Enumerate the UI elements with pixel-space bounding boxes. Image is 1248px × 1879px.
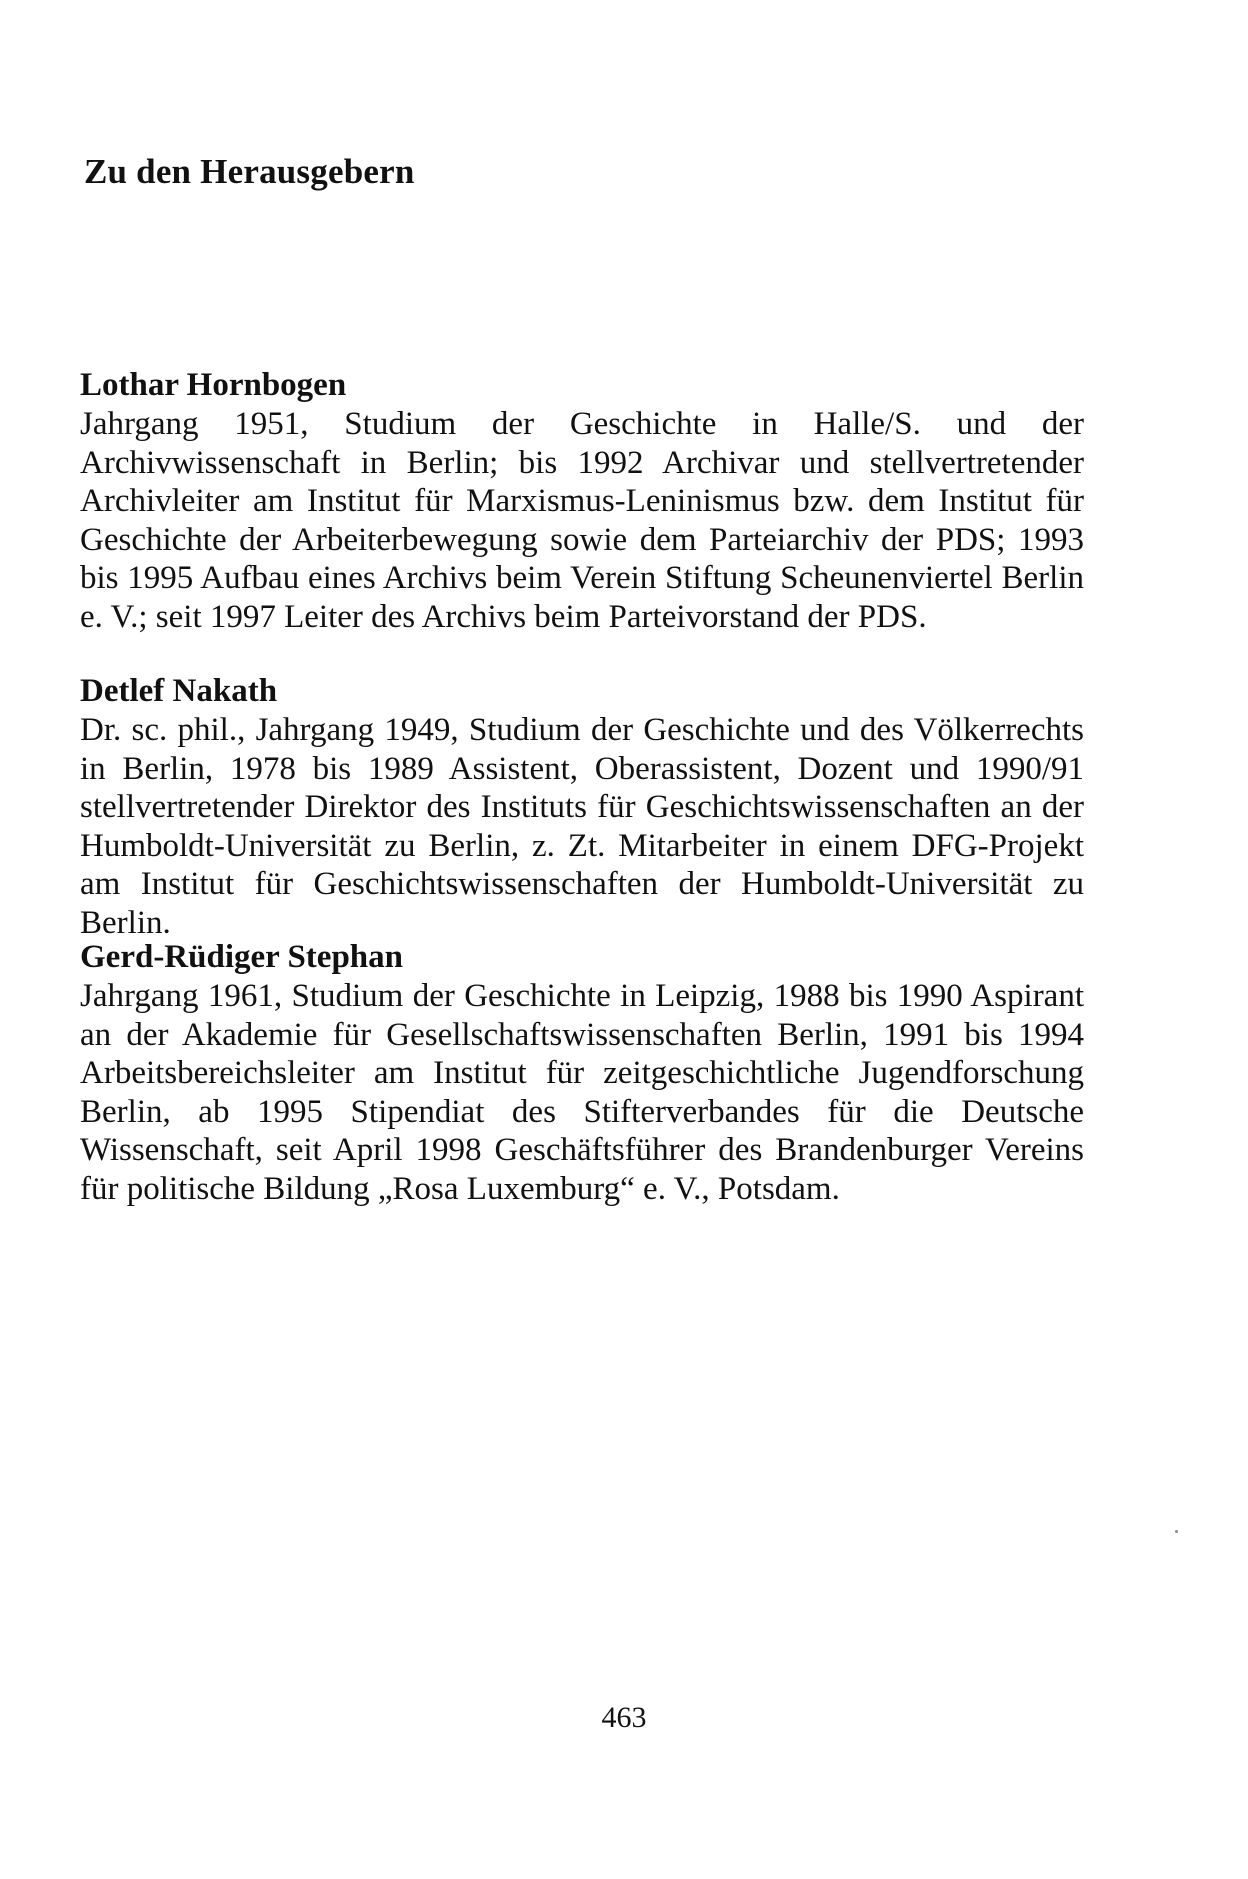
editor-entry-nakath	[80, 671, 1084, 943]
scan-speck	[1175, 1530, 1178, 1533]
page-title: Zu den Herausgebern	[84, 152, 415, 191]
editor-entry-stephan	[80, 937, 1084, 1209]
page-number: 463	[601, 1701, 647, 1734]
editor-name: Gerd-Rüdiger Stephan	[80, 939, 404, 975]
editor-entry-hornbogen	[80, 365, 1084, 637]
editor-bio: Jahrgang 1951, Studium der Geschichte in Halle/S. und der Archivwissenschaft in Berlin; bis 1992 Archivar und stellvertretender Archivleiter am Institut für Marxismus-Leninismus bzw. dem Institut für Geschichte der Arbeiterbewegung sowie dem Parteiarchiv der PDS; 1993 bis 1995 Aufbau eines Archivs beim Verein Stiftung Scheunenviertel Berlin e. V.; seit 1997 Leiter des Archivs beim Parteivorstand der PDS.	[80, 406, 1084, 635]
editor-name: Detlef Nakath	[80, 673, 278, 709]
editor-bio: Jahrgang 1961, Studium der Geschichte in Leipzig, 1988 bis 1990 Aspirant an der Akademie für Gesellschaftswissenschaften Berlin, 1991 bis 1994 Arbeitsbereichsleiter am Institut für zeitgeschichtliche Jugendforschung Berlin, ab 1995 Stipendiat des Stifterverbandes für die Deutsche Wissenschaft, seit April 1998 Geschäftsführer des Brandenburger Vereins für politische Bildung „Rosa Luxemburg“ e. V., Potsdam.	[80, 978, 1084, 1207]
editor-name: Lothar Hornbogen	[80, 367, 347, 403]
editor-bio: Dr. sc. phil., Jahrgang 1949, Studium der Geschichte und des Völkerrechts in Berlin, 1978 bis 1989 Assistent, Oberassistent, Dozent und 1990/91 stellvertretender Direktor des Instituts für Geschichtswissenschaften an der Humboldt-Universität zu Berlin, z. Zt. Mitarbeiter in einem DFG-Projekt am Institut für Geschichtswissenschaften der Humboldt-Universität zu Berlin.	[80, 712, 1084, 941]
